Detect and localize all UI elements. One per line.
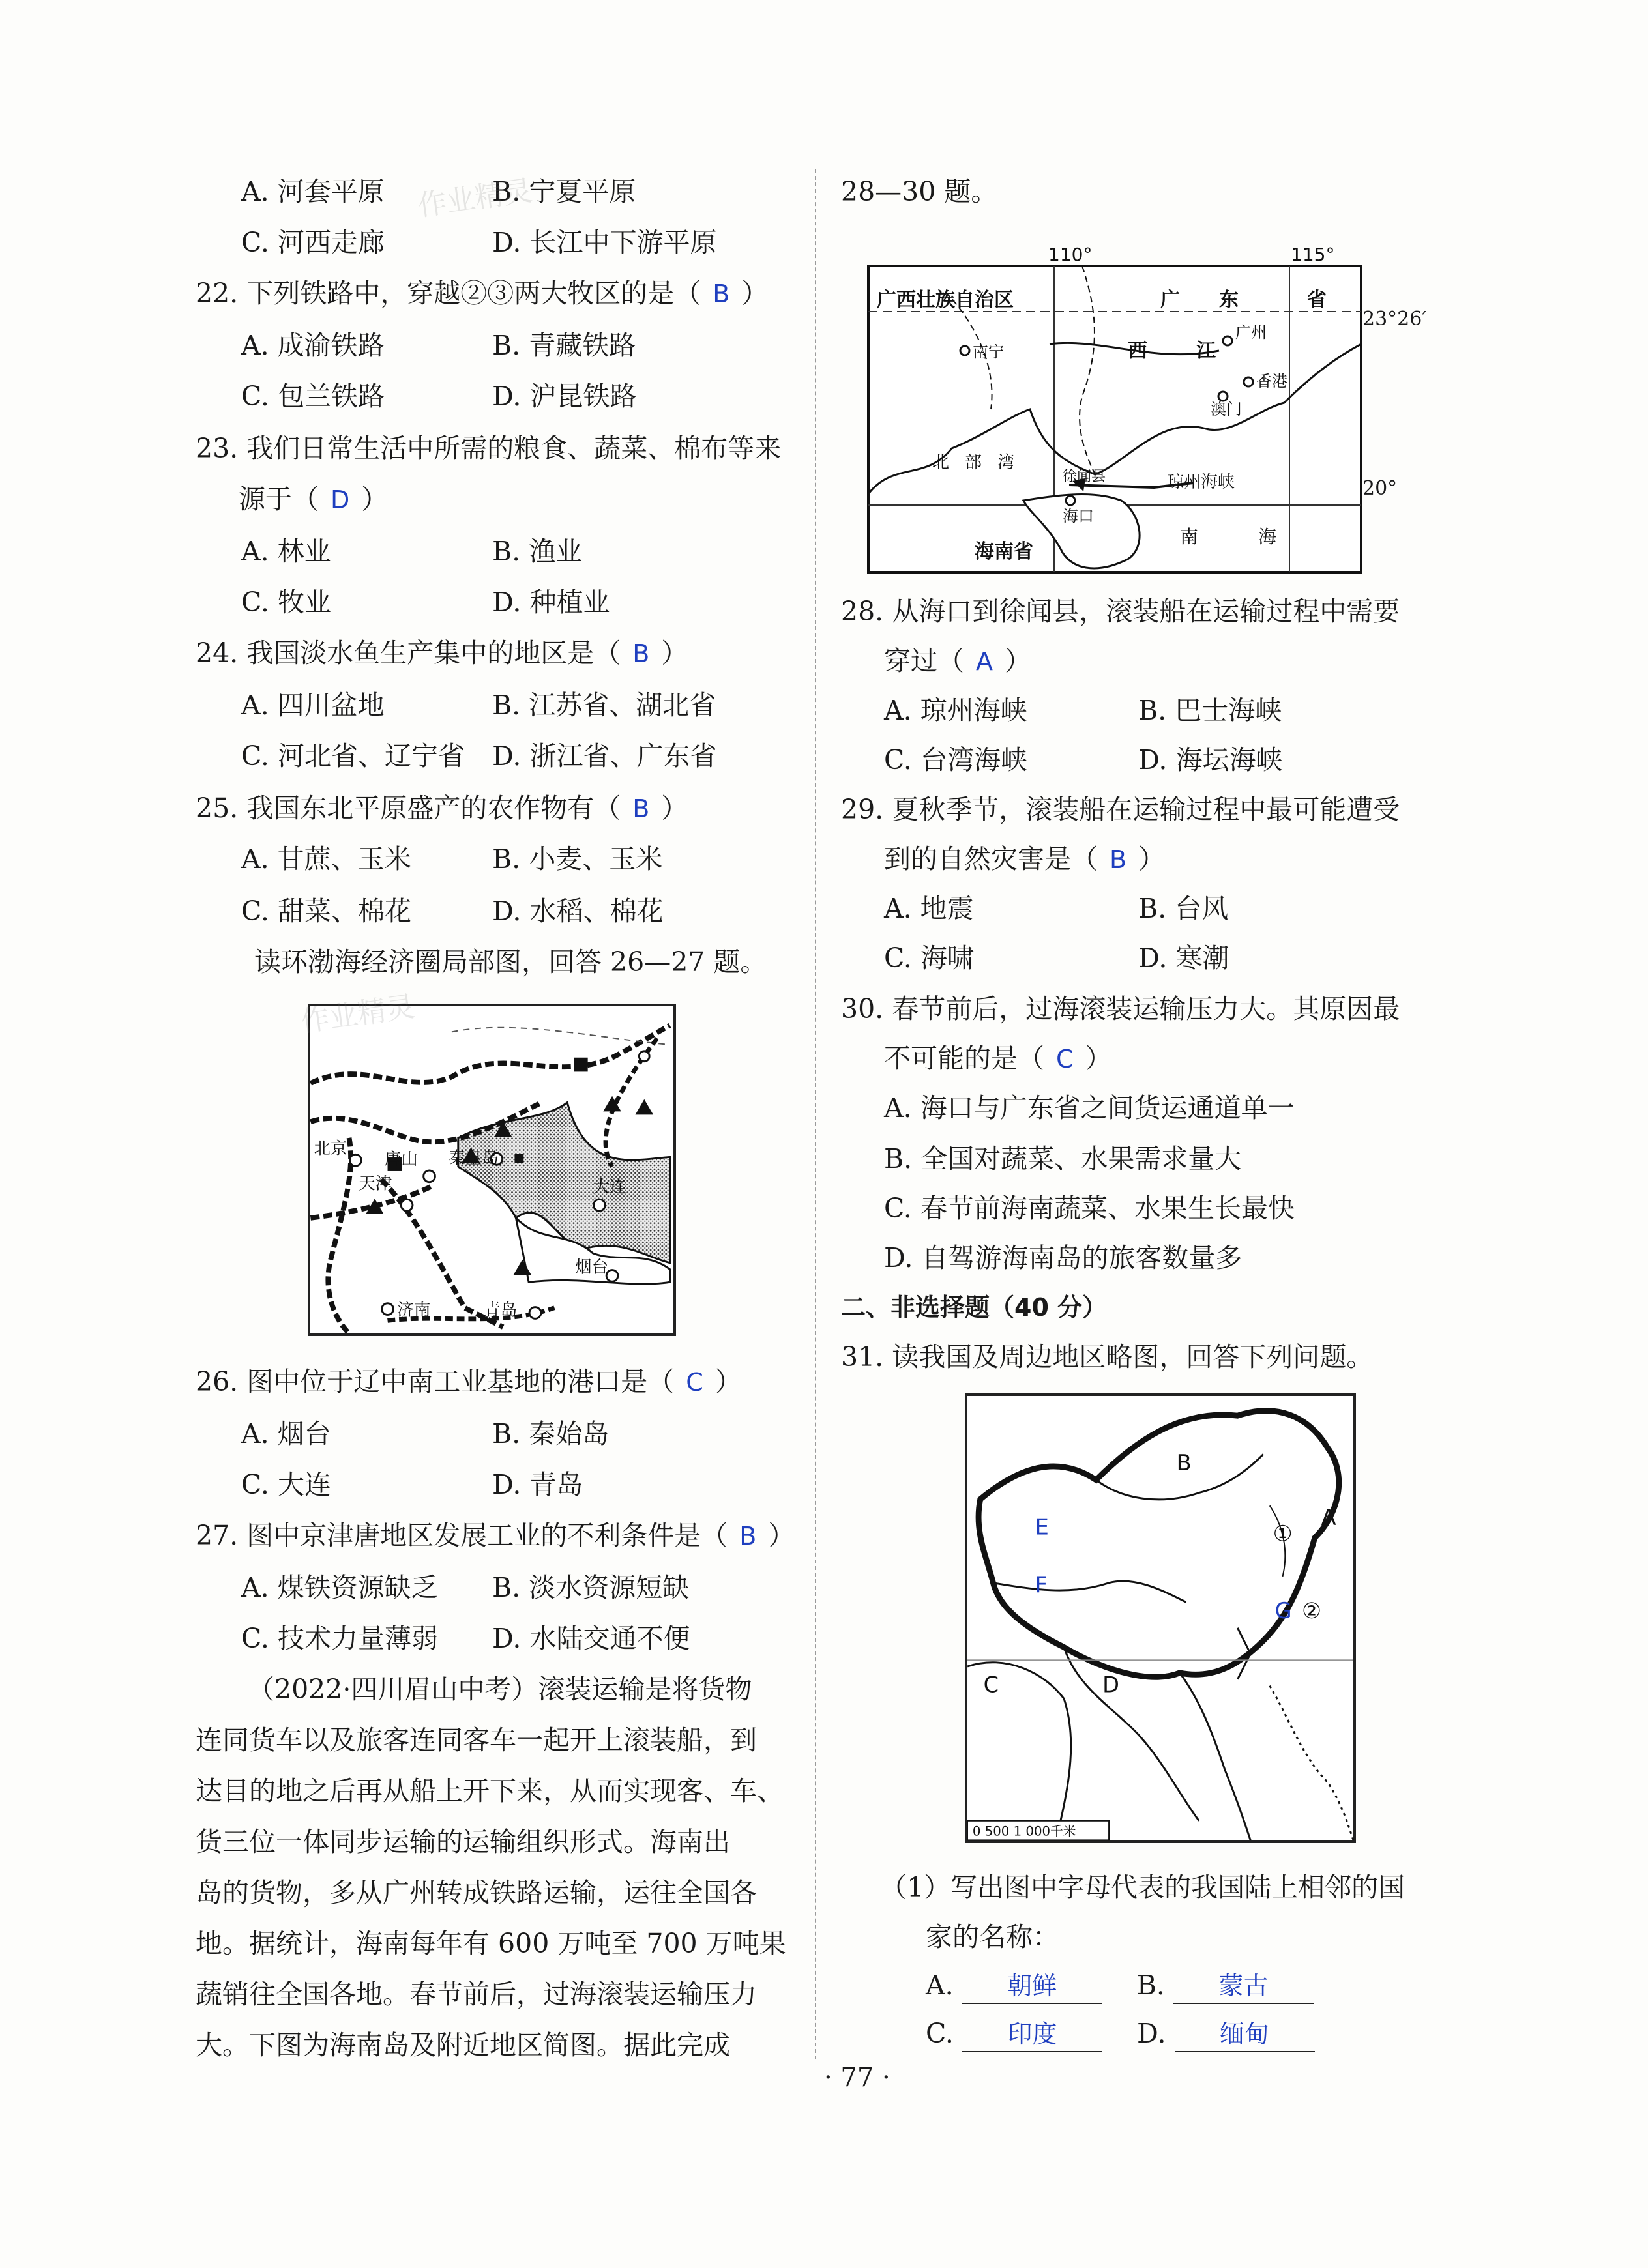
q30-option-d: D. 自驾游海南岛的旅客数量多 xyxy=(884,1242,1243,1273)
map-label-f: F xyxy=(1035,1572,1048,1598)
q30-stem-line1: 30. 春节前后，过海滚装运输压力大。其原因最 xyxy=(841,993,1400,1025)
china-region-map xyxy=(965,1393,1356,1843)
q28-option-c: C. 台湾海峡 xyxy=(884,744,1027,776)
map-circle-1: ① xyxy=(1273,1520,1293,1547)
label-qiongzhou: 琼州海峡 xyxy=(1167,472,1235,492)
label-qinhuangdao: 秦皇岛 xyxy=(449,1148,499,1169)
label-sheng: 省 xyxy=(1307,289,1327,312)
q24-stem: 24. 我国淡水鱼生产集中的地区是（ B ） xyxy=(196,637,688,669)
q21-option-d: D. 长江中下游平原 xyxy=(492,227,717,258)
label-hainan: 海南省 xyxy=(975,540,1033,563)
q22-stem: 22. 下列铁路中，穿越②③两大牧区的是（ B ） xyxy=(196,278,769,309)
q27-option-a: A. 煤铁资源缺乏 xyxy=(241,1572,438,1603)
watermark-1: 作业精灵 xyxy=(415,173,535,223)
q29-stem-line2: 到的自然灾害是（ B ） xyxy=(884,843,1166,875)
q26-option-c: C. 大连 xyxy=(241,1469,331,1500)
q21-option-a: A. 河套平原 xyxy=(241,176,385,207)
passage-line: 蔬销往全国各地。春节前后，过海滚装运输压力 xyxy=(196,1979,757,2010)
label-tianjin: 天津 xyxy=(359,1174,392,1194)
q29-option-b: B. 台风 xyxy=(1138,893,1229,924)
q24-option-d: D. 浙江省、广东省 xyxy=(492,740,717,772)
q25-option-b: B. 小麦、玉米 xyxy=(492,843,663,875)
label-macau: 澳门 xyxy=(1211,400,1242,418)
passage-line: 岛的货物，多从广州转成铁路运输，运往全国各 xyxy=(196,1877,757,1908)
q28-answer: A xyxy=(976,647,993,676)
label-jiang: 江 xyxy=(1196,340,1216,362)
q24-option-b: B. 江苏省、湖北省 xyxy=(492,690,716,721)
page-number: · 77 · xyxy=(824,2063,890,2093)
q22-option-b: B. 青藏铁路 xyxy=(492,330,636,361)
hainan-map xyxy=(867,244,1362,574)
q25-option-c: C. 甜菜、棉花 xyxy=(241,895,411,927)
q27-option-d: D. 水陆交通不便 xyxy=(492,1623,690,1654)
label-dong: 东 xyxy=(1219,289,1239,312)
map-label-d: D xyxy=(1102,1672,1120,1698)
q27-answer: B xyxy=(739,1522,757,1550)
q22-option-c: C. 包兰铁路 xyxy=(241,381,385,412)
q30-option-b: B. 全国对蔬菜、水果需求量大 xyxy=(884,1143,1242,1174)
scale-bar: 0 500 1 000千米 xyxy=(972,1824,1076,1839)
label-guang: 广 xyxy=(1160,289,1180,312)
label-hongkong: 香港 xyxy=(1256,372,1288,390)
q23-option-d: D. 种植业 xyxy=(492,587,610,618)
q26-answer: C xyxy=(686,1368,703,1397)
q23-stem-line1: 23. 我们日常生活中所需的粮食、蔬菜、棉布等来 xyxy=(196,433,782,464)
label-dalian: 大连 xyxy=(593,1177,626,1197)
label-guangzhou: 广州 xyxy=(1235,323,1267,342)
map-label-a: A xyxy=(1321,1504,1336,1530)
q27-stem: 27. 图中京津唐地区发展工业的不利条件是（ B ） xyxy=(196,1520,795,1551)
label-b: B. xyxy=(1136,1970,1165,2001)
label-xi: 西 xyxy=(1128,340,1147,362)
q26-option-a: A. 烟台 xyxy=(241,1418,331,1449)
label-bei: 北 xyxy=(932,453,950,472)
q31-answer-row-2 xyxy=(926,2014,1315,2053)
q24-option-c: C. 河北省、辽宁省 xyxy=(241,740,465,772)
label-yantai: 烟台 xyxy=(574,1257,609,1277)
q21-option-b: B. 宁夏平原 xyxy=(492,176,636,207)
passage-line: 连同货车以及旅客连同客车一起开上滚装船，到 xyxy=(196,1724,757,1756)
passage-line: 地。据统计，海南每年有 600 万吨至 700 万吨果 xyxy=(196,1928,786,1959)
q30-option-a: A. 海口与广东省之间货运通道单一 xyxy=(884,1092,1295,1124)
q29-answer: B xyxy=(1110,845,1127,874)
q23-option-c: C. 牧业 xyxy=(241,587,331,618)
q30-answer: C xyxy=(1056,1045,1074,1073)
q25-answer: B xyxy=(632,794,650,823)
q31-sub1-line1: （1）写出图中字母代表的我国陆上相邻的国 xyxy=(880,1872,1405,1903)
map-circle-2: ② xyxy=(1302,1598,1322,1623)
q23-stem-line2: 源于（ D ） xyxy=(239,484,389,515)
map-label-g: G xyxy=(1274,1598,1292,1623)
q31-answer-row-1 xyxy=(926,1966,1314,2005)
label-115: 115° xyxy=(1291,244,1335,265)
q23-answer: D xyxy=(331,486,350,514)
label-bu: 部 xyxy=(965,453,982,472)
q25-option-a: A. 甘蔗、玉米 xyxy=(241,843,411,875)
q28-option-d: D. 海坛海峡 xyxy=(1138,744,1283,776)
q28-option-b: B. 巴士海峡 xyxy=(1138,695,1282,726)
label-wan: 湾 xyxy=(997,453,1015,472)
q28-stem-line2: 穿过（ A ） xyxy=(884,645,1031,676)
q22-answer: B xyxy=(713,280,730,308)
q27-option-b: B. 淡水资源短缺 xyxy=(492,1572,690,1603)
map-label-b: B xyxy=(1176,1450,1192,1476)
answer-field-c[interactable]: 印度 xyxy=(962,2017,1102,2052)
label-tangshan: 唐山 xyxy=(384,1150,418,1170)
passage-line: 达目的地之后再从船上开下来，从而实现客、车、 xyxy=(196,1775,784,1807)
q24-option-a: A. 四川盆地 xyxy=(241,690,385,721)
q23-option-a: A. 林业 xyxy=(241,536,331,567)
q22-option-d: D. 沪昆铁路 xyxy=(492,381,637,412)
watermark-2: 作业精灵 xyxy=(298,989,417,1039)
label-20: 20° xyxy=(1362,477,1398,500)
answer-field-d[interactable]: 缅甸 xyxy=(1175,2017,1315,2052)
label-guangxi: 广西壮族自治区 xyxy=(877,289,1014,312)
q25-stem: 25. 我国东北平原盛产的农作物有（ B ） xyxy=(196,792,688,824)
label-beijing: 北京 xyxy=(314,1139,347,1159)
intro-26-27: 读环渤海经济圈局部图，回答 26—27 题。 xyxy=(254,946,767,978)
q30-option-c: C. 春节前海南蔬菜、水果生长最快 xyxy=(884,1193,1295,1224)
label-hai: 海 xyxy=(1258,526,1277,547)
q25-option-d: D. 水稻、棉花 xyxy=(492,895,664,927)
q29-option-d: D. 寒潮 xyxy=(1138,942,1229,974)
q30-stem-line2: 不可能的是（ C ） xyxy=(884,1043,1112,1074)
q29-option-c: C. 海啸 xyxy=(884,942,974,974)
label-nan: 南 xyxy=(1180,526,1199,547)
q26-option-b: B. 秦始岛 xyxy=(492,1418,610,1449)
q21-option-c: C. 河西走廊 xyxy=(241,227,385,258)
label-110: 110° xyxy=(1048,244,1093,265)
label-nanning: 南宁 xyxy=(973,343,1004,361)
passage-line: （2022·四川眉山中考）滚装运输是将货物 xyxy=(248,1674,752,1705)
q23-option-b: B. 渔业 xyxy=(492,536,583,567)
label-jinan: 济南 xyxy=(397,1300,431,1320)
q31-sub1-line2: 家的名称： xyxy=(926,1921,1059,1953)
answer-field-a[interactable]: 朝鲜 xyxy=(962,1969,1102,2004)
label-d: D. xyxy=(1137,2018,1166,2049)
q29-stem-line1: 29. 夏秋季节，滚装船在运输过程中最可能遭受 xyxy=(841,794,1400,825)
column-divider xyxy=(815,169,816,2059)
q27-option-c: C. 技术力量薄弱 xyxy=(241,1623,438,1654)
bohai-economic-map xyxy=(308,1004,676,1336)
label-2326: 23°26′ xyxy=(1362,308,1427,330)
q28-option-a: A. 琼州海峡 xyxy=(884,695,1027,726)
q26-stem: 26. 图中位于辽中南工业基地的港口是（ C ） xyxy=(196,1366,742,1397)
map-label-e: E xyxy=(1035,1514,1049,1540)
passage-line: 大。下图为海南岛及附近地区简图。据此完成 xyxy=(196,2029,730,2061)
label-c: C. xyxy=(926,2018,954,2049)
map-label-c: C xyxy=(983,1672,999,1698)
answer-field-b[interactable]: 蒙古 xyxy=(1173,1969,1314,2004)
label-a: A. xyxy=(926,1970,954,2001)
q24-answer: B xyxy=(632,639,650,668)
section-2-heading: 二、非选择题（40 分） xyxy=(841,1293,1108,1322)
passage-line: 货三位一体同步运输的运输组织形式。海南出 xyxy=(196,1826,730,1857)
label-qingdao: 青岛 xyxy=(484,1300,518,1320)
label-haikou: 海口 xyxy=(1063,507,1094,525)
q29-option-a: A. 地震 xyxy=(884,893,974,924)
q31-stem: 31. 读我国及周边地区略图，回答下列问题。 xyxy=(841,1341,1374,1373)
q26-option-d: D. 青岛 xyxy=(492,1469,583,1500)
continuation-28-30: 28—30 题。 xyxy=(841,176,998,207)
label-xuwen: 徐闻县 xyxy=(1063,469,1106,485)
q22-option-a: A. 成渝铁路 xyxy=(241,330,385,361)
q28-stem-line1: 28. 从海口到徐闻县，滚装船在运输过程中需要 xyxy=(841,596,1400,627)
